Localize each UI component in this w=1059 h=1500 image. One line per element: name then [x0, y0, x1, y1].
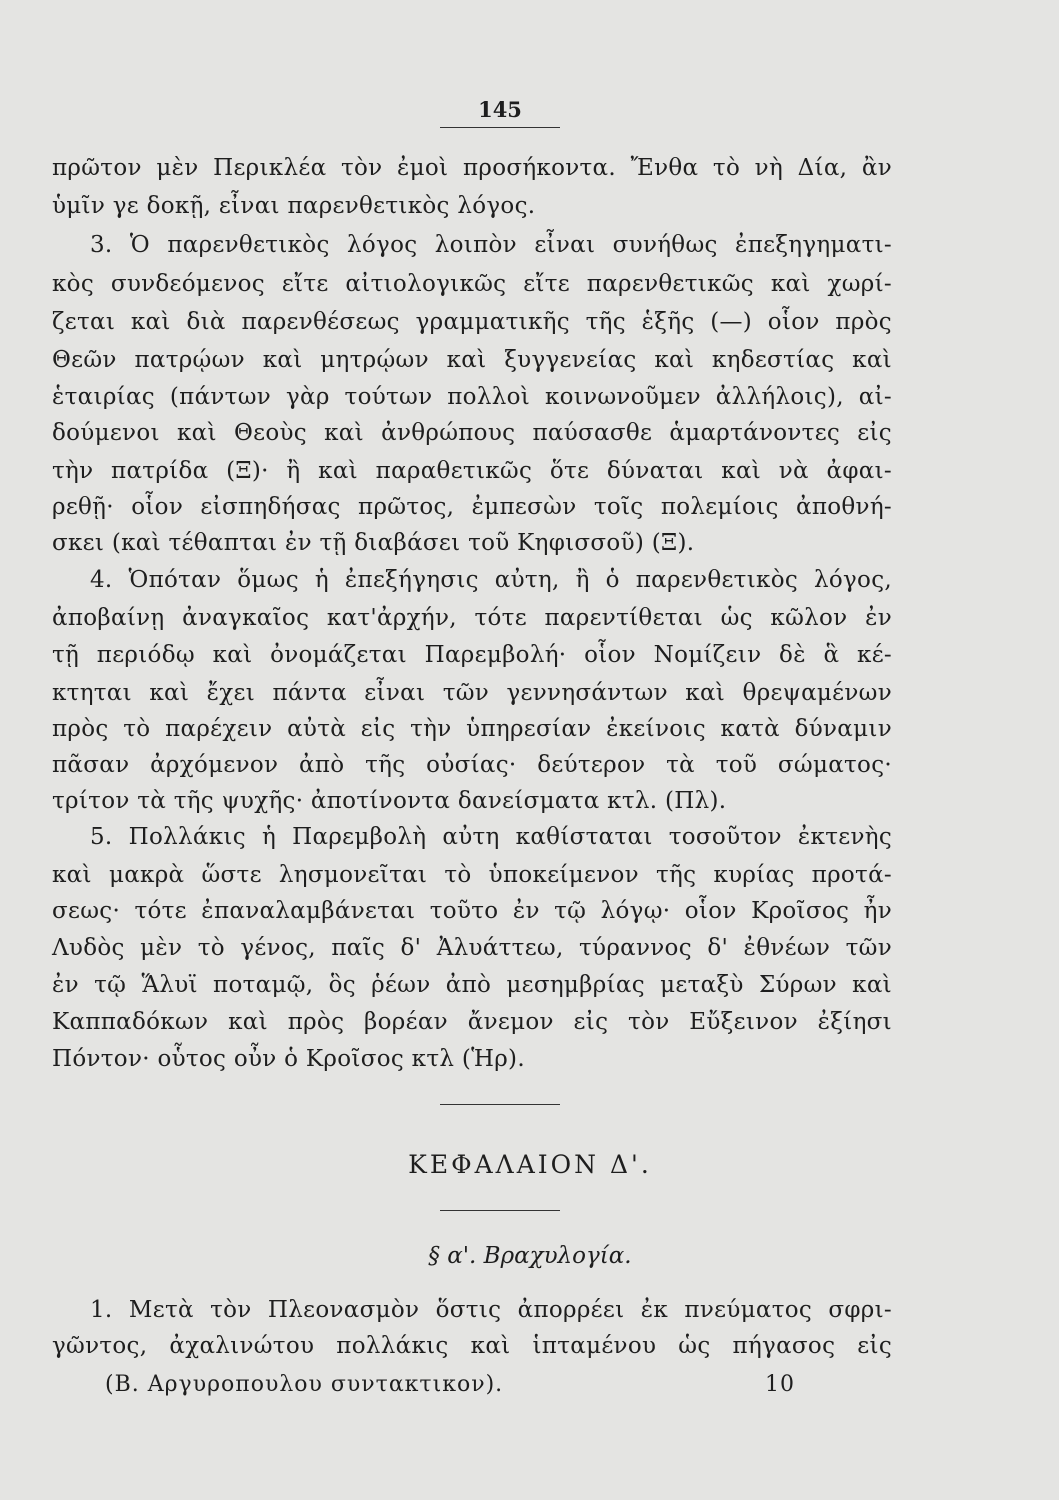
section-divider	[440, 1104, 560, 1105]
text-line: τρίτον τὰ τῆς ψυχῆς· ἀποτίνοντα δανείσματα κτλ. (Πλ).	[52, 788, 727, 814]
text-line: ὑμῖν γε δοκῇ, εἶναι παρενθετικὸς λόγος.	[52, 193, 536, 219]
text-line: ρεθῇ· οἷον εἰσπηδήσας πρῶτος, ἐμπεσὼν τοῖς πολεμίοις ἀποθνή-	[52, 494, 892, 520]
page-footer	[105, 1372, 795, 1397]
text-line: Πόντον· οὗτος οὖν ὁ Κροῖσος κτλ (Ἡρ).	[52, 1046, 525, 1072]
text-line: Θεῶν πατρῴων καὶ μητρῴων καὶ ξυγγενείας καὶ κηδεστίας καὶ	[52, 347, 892, 373]
text-line: Λυδὸς μὲν τὸ γένος, παῖς δ' Ἀλυάττεω, τύραννος δ' ἐθνέων τῶν	[52, 935, 892, 961]
chapter-divider	[440, 1210, 560, 1211]
text-line: πᾶσαν ἀρχόμενον ἀπὸ τῆς οὐσίας· δεύτερον τὰ τοῦ σώματος·	[52, 752, 892, 778]
text-line: 1. Μετὰ τὸν Πλεονασμὸν ὅστις ἀπορρέει ἐκ πνεύματος σφρι-	[90, 1297, 892, 1323]
footer-signature: (Β. Αργυροπουλου συντακτικον).	[105, 1372, 504, 1397]
text-line: 4. Ὁπόταν ὅμως ἡ ἐπεξήγησις αὐτη, ἢ ὁ παρενθετικὸς λόγος,	[90, 567, 892, 593]
text-line: ἐν τῷ Ἅλυϊ ποταμῷ, ὃς ῥέων ἀπὸ μεσημβρίας μεταξὺ Σύρων καὶ	[52, 972, 892, 998]
text-line: καὶ μακρὰ ὥστε λησμονεῖται τὸ ὑποκείμενον τῆς κυρίας προτά-	[52, 862, 892, 888]
text-line: δούμενοι καὶ Θεοὺς καὶ ἀνθρώπους παύσασθε ἁμαρτάνοντες εἰς	[52, 420, 892, 446]
sheet-number: 10	[765, 1372, 795, 1397]
text-line: ἀποβαίνῃ ἀναγκαῖος κατ'ἀρχήν, τότε παρεντίθεται ὡς κῶλον ἐν	[52, 605, 892, 631]
text-line: πρὸς τὸ παρέχειν αὐτὰ εἰς τὴν ὑπηρεσίαν ἐκείνοις κατὰ δύναμιν	[52, 716, 892, 742]
text-line: ζεται καὶ διὰ παρενθέσεως γραμματικῆς τῆς ἑξῆς (—) οἷον πρὸς	[52, 309, 892, 335]
page-number: 145	[478, 97, 522, 122]
text-line: γῶντος, ἀχαλινώτου πολλάκις καὶ ἱπταμένου ὡς πήγασος εἰς	[52, 1333, 892, 1359]
text-line: Καππαδόκων καὶ πρὸς βορέαν ἄνεμον εἰς τὸν Εὔξεινον ἐξίησι	[52, 1009, 892, 1035]
header-rule	[440, 127, 560, 128]
text-line: 3. Ὁ παρενθετικὸς λόγος λοιπὸν εἶναι συνήθως ἐπεξηγηματι-	[90, 232, 892, 258]
text-line: ἑταιρίας (πάντων γὰρ τούτων πολλοὶ κοινωνοῦμεν ἀλλήλοις), αἰ-	[52, 384, 892, 410]
text-line: σκει (καὶ τέθαπται ἐν τῇ διαβάσει τοῦ Κηφισσοῦ) (Ξ).	[52, 530, 695, 556]
section-title: § α'. Βραχυλογία.	[428, 1243, 632, 1269]
text-line: 5. Πολλάκις ἡ Παρεμβολὴ αὐτη καθίσταται τοσοῦτον ἐκτενὴς	[90, 824, 892, 850]
text-line: τὴν πατρίδα (Ξ)· ἢ καὶ παραθετικῶς ὅτε δύναται καὶ νὰ ἀφαι-	[52, 458, 892, 484]
text-line: τῇ περιόδῳ καὶ ὀνομάζεται Παρεμβολή· οἷον Νομίζειν δὲ ἃ κέ-	[52, 642, 892, 668]
text-line: πρῶτον μὲν Περικλέα τὸν ἐμοὶ προσήκοντα. Ἔνθα τὸ νὴ Δία, ἂν	[52, 155, 892, 181]
text-line: κὸς συνδεόμενος εἴτε αἰτιολογικῶς εἴτε παρενθετικῶς καὶ χωρί-	[52, 271, 892, 297]
text-line: κτηται καὶ ἔχει πάντα εἶναι τῶν γεννησάντων καὶ θρεψαμένων	[52, 680, 892, 706]
chapter-title: ΚΕΦΑΛΑΙΟΝ Δ'.	[408, 1150, 652, 1179]
text-line: σεως· τότε ἐπαναλαμβάνεται τοῦτο ἐν τῷ λόγῳ· οἷον Κροῖσος ἦν	[52, 898, 892, 924]
